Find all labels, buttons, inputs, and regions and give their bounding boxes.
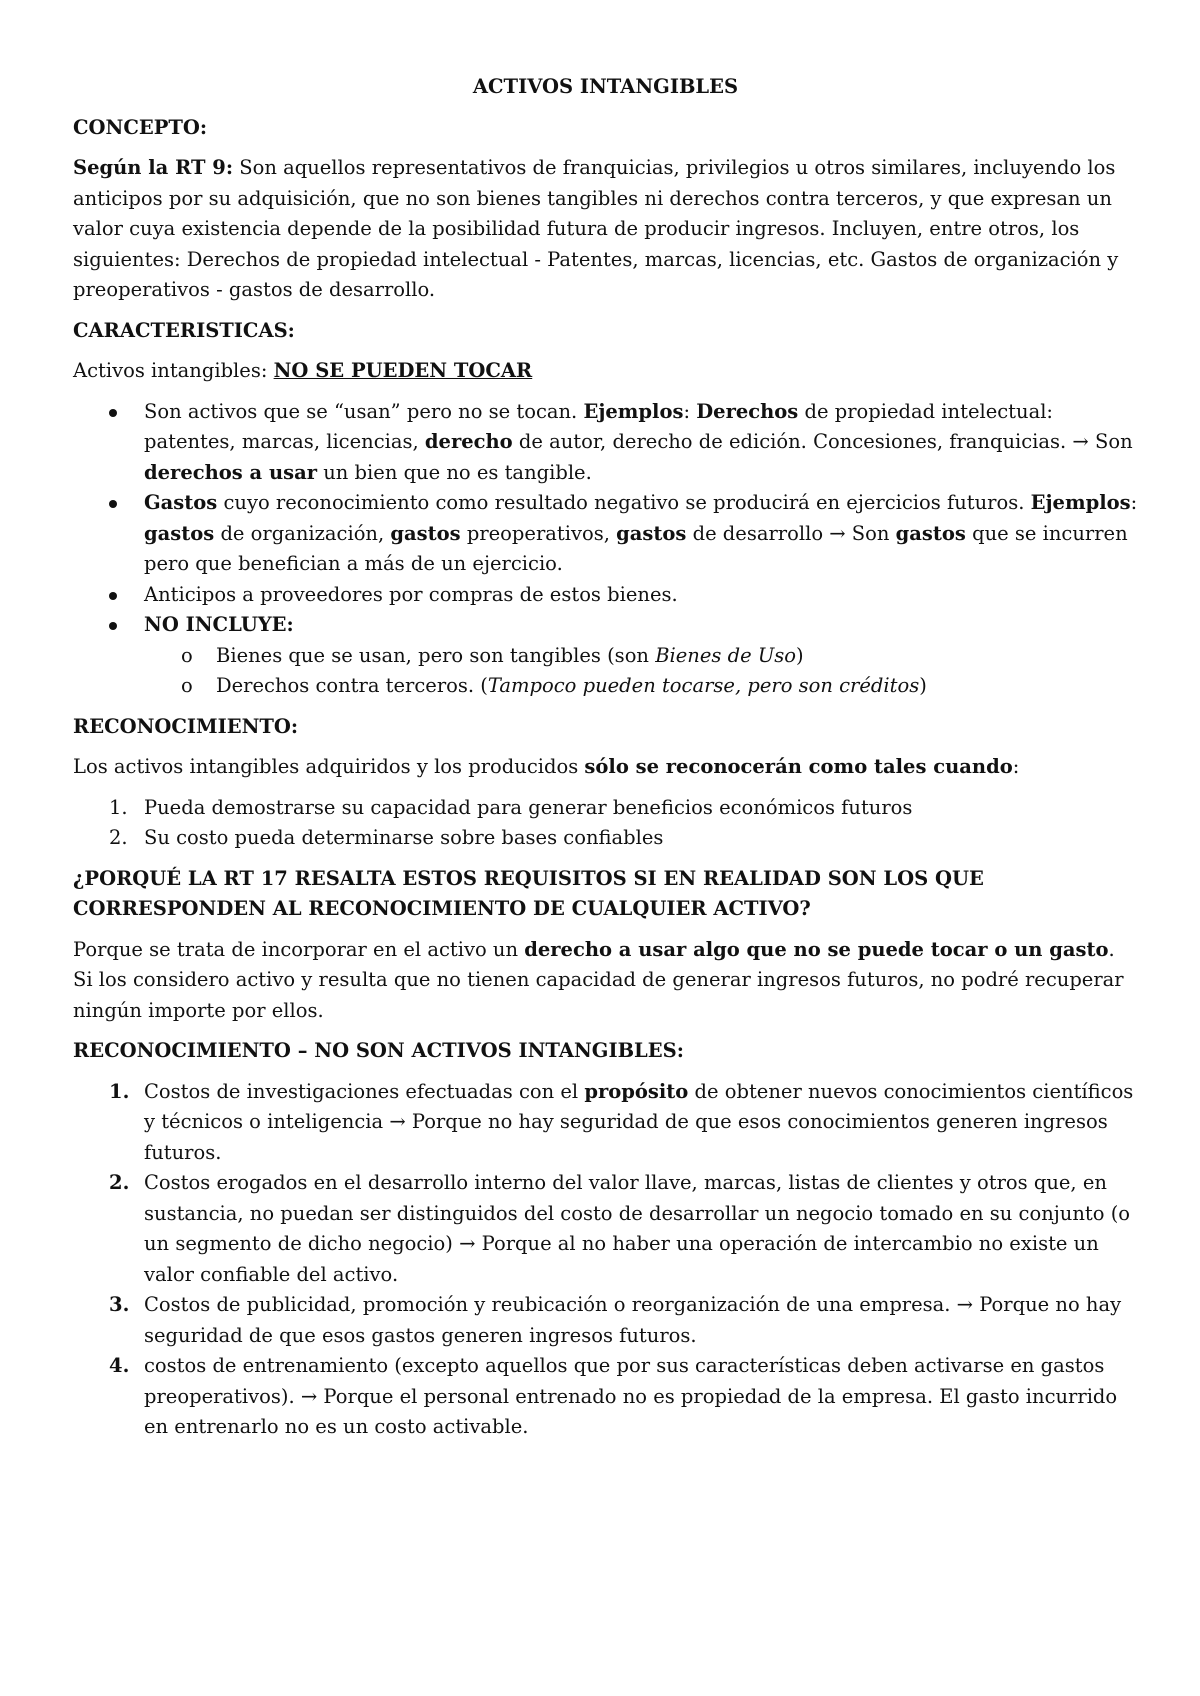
list-item [73, 1168, 1138, 1290]
item-text: Costos de publicidad, promoción y reubicación o reorganización de una empresa. → Porque no hay seguridad de que esos gastos generen ingresos futuros. [144, 1293, 1122, 1347]
item-text: que se incurren pero que benefician a más de un ejercicio. [144, 521, 1128, 575]
item-text: de propiedad intelectual: patentes, marcas, licencias, [144, 399, 1054, 453]
caracteristicas-heading: CARACTERISTICAS: [73, 318, 295, 342]
item-italic: Tampoco pueden tocarse, pero son créditos [487, 674, 920, 697]
reconocimiento-list [73, 793, 1138, 854]
item-bold: gastos [390, 521, 461, 545]
caracteristicas-intro-text: Activos intangibles: [73, 359, 274, 382]
item-text: Derechos contra terceros. ( [216, 674, 488, 697]
item-bold: Derechos [696, 399, 799, 423]
concepto-lead: Según la RT 9: [73, 156, 234, 179]
sublist-item [144, 641, 1138, 672]
item-number: 4. [109, 1354, 130, 1377]
item-bold: derechos a usar [144, 460, 318, 484]
item-bold: gastos [144, 521, 215, 545]
paragraph-text: Porque se trata de incorporar en el activo un [73, 937, 525, 961]
item-text: de obtener nuevos conocimientos científicos y técnicos o inteligencia → Porque no hay seguridad de que esos conocimientos generen ingresos futuros. [144, 1079, 1134, 1164]
concepto-text: Son aquellos representativos de franquicias, privilegios u otros similares, incluyendo los anticipos por su adquisición, que no son bienes tangibles ni derechos contra terceros, y que expresan un valor cuya existencia depende de la posibilidad futura de producir ingresos. Incluyen, entre otros, los siguientes: Derechos de propiedad intelectual - Patentes, marcas, licencias, etc. Gastos de organización y preoperativos - gastos de desarrollo. [73, 156, 1119, 301]
no-incluye-sublist [144, 641, 1138, 702]
document-title: ACTIVOS INTANGIBLES [472, 75, 739, 98]
caracteristicas-intro-emphasis: NO SE PUEDEN TOCAR [273, 359, 533, 382]
bullet-icon [109, 592, 117, 600]
bullet-icon [109, 622, 117, 630]
item-text: preoperativos, [460, 521, 617, 545]
concepto-heading: CONCEPTO: [73, 115, 208, 139]
bullet-icon [109, 500, 117, 508]
item-text: ) [919, 674, 927, 697]
list-item [73, 1351, 1138, 1443]
list-item [73, 610, 1138, 702]
no-intangibles-heading: RECONOCIMIENTO – NO SON ACTIVOS INTANGIBLES: [73, 1039, 684, 1062]
item-number: 1. [109, 1079, 130, 1103]
list-item [73, 1077, 1138, 1169]
item-text: Anticipos a proveedores por compras de estos bienes. [144, 582, 678, 606]
list-item [73, 580, 1138, 611]
item-text: de organización, [214, 521, 391, 545]
item-text: cuyo reconocimiento como resultado negativo se producirá en ejercicios futuros. [217, 491, 1031, 514]
item-number: 3. [109, 1293, 130, 1316]
no-intangibles-list [73, 1077, 1138, 1443]
item-text: un bien que no es tangible. [317, 460, 592, 484]
item-text: de desarrollo → Son [686, 521, 896, 545]
list-item [73, 823, 1138, 854]
list-item [73, 488, 1138, 580]
caracteristicas-list [73, 397, 1138, 702]
item-text: Pueda demostrarse su capacidad para generar beneficios económicos futuros [144, 795, 913, 819]
item-italic: Bienes de Uso [655, 643, 797, 667]
reconocimiento-heading: RECONOCIMIENTO: [73, 714, 299, 738]
item-text: : [1130, 491, 1138, 514]
item-bold: Gastos [144, 491, 218, 514]
item-text: Bienes que se usan, pero son tangibles (son [216, 643, 656, 667]
paragraph-bold: derecho a usar algo que no se puede tocar o un gasto [524, 937, 1109, 961]
concepto-paragraph [73, 153, 1138, 306]
item-number: 2. [109, 826, 128, 849]
item-text: : [683, 399, 697, 423]
item-bold: derecho [424, 430, 513, 453]
list-item [73, 397, 1138, 489]
item-bold: NO INCLUYE: [144, 613, 294, 636]
item-bold: gastos [616, 521, 687, 545]
caracteristicas-intro [73, 356, 1138, 387]
list-item [73, 793, 1138, 824]
intro-bold: sólo se reconocerán como tales cuando [584, 755, 1013, 778]
bullet-icon [109, 409, 117, 417]
item-text: costos de entrenamiento (excepto aquellos que por sus características deben activarse en gastos preoperativos). → Porque el personal entrenado no es propiedad de la empresa. El gasto incurrido en entrenarlo no es un costo activable. [144, 1354, 1118, 1438]
item-bold: gastos [895, 521, 966, 545]
item-number: 1. [109, 795, 128, 819]
item-bold: propósito [584, 1079, 689, 1103]
item-bold: Ejemplos [1030, 491, 1131, 514]
list-item [73, 1290, 1138, 1351]
document-page [73, 72, 1138, 1453]
circle-bullet-icon: o [181, 643, 193, 667]
pregunta-paragraph [73, 935, 1138, 1027]
paragraph-text: . Si los considero activo y resulta que no tienen capacidad de generar ingresos futuros, no podré recuperar ningún importe por ellos. [73, 937, 1124, 1022]
item-bold: Ejemplos [583, 399, 684, 423]
intro-text: Los activos intangibles adquiridos y los producidos [73, 755, 585, 778]
item-text: Costos de investigaciones efectuadas con el [144, 1079, 585, 1103]
item-text: ) [796, 643, 804, 667]
item-text: Costos erogados en el desarrollo interno del valor llave, marcas, listas de clientes y otros que, en sustancia, no puedan ser distinguidos del costo de desarrollar un negocio tomado en su conjunto (o un segmento de dicho negocio) → Porque al no haber una operación de intercambio no existe un valor confiable del activo. [144, 1171, 1131, 1286]
circle-bullet-icon: o [181, 674, 193, 697]
reconocimiento-intro [73, 752, 1138, 783]
item-number: 2. [109, 1171, 130, 1194]
item-text: Son activos que se “usan” pero no se tocan. [144, 399, 584, 423]
pregunta-heading: ¿PORQUÉ LA RT 17 RESALTA ESTOS REQUISITOS SI EN REALIDAD SON LOS QUE CORRESPONDEN AL RECONOCIMIENTO DE CUALQUIER ACTIVO? [73, 866, 984, 920]
item-text: de autor, derecho de edición. Concesiones, franquicias. → Son [512, 430, 1133, 453]
sublist-item [144, 671, 1138, 702]
intro-text: : [1012, 755, 1020, 778]
item-text: Su costo pueda determinarse sobre bases confiables [144, 826, 664, 849]
